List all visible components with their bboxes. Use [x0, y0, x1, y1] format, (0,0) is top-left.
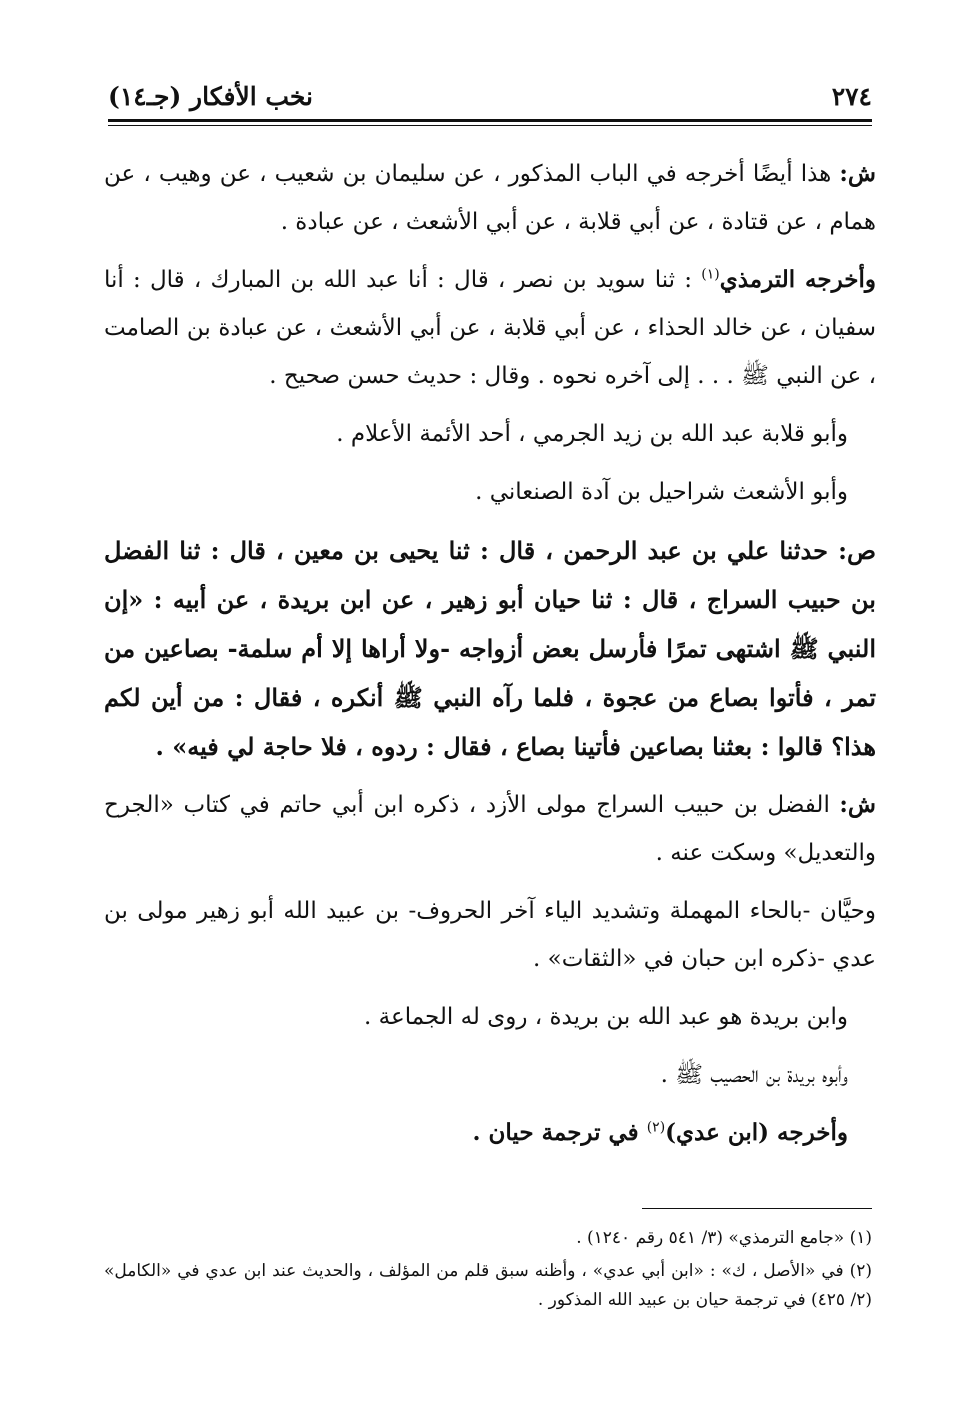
paragraph-text: وحيَّان -بالحاء المهملة وتشديد الياء آخر الحروف- بن عبيد الله أبو زهير مولى بن عدي -ذكره ابن حبان في «الثقات» . — [104, 898, 876, 972]
paragraph-text: الفضل بن حبيب السراج مولى الأزد ، ذكره ابن أبي حاتم في كتاب «الجرح والتعديل» وسكت عنه . — [104, 792, 876, 866]
paragraph-text: هذا أيضًا أخرجه في الباب المذكور ، عن سليمان بن شعيب ، عن وهيب ، عن همام ، عن قتادة ، عن أبي قلابة ، عن أبي الأشعث ، عن عبادة . — [104, 161, 876, 235]
paragraph-text: وأبوه بريدة بن الحصيب ﷺ . — [660, 1062, 848, 1088]
text-marker: ص: — [838, 536, 876, 565]
footnote-1: (١) «جامع الترمذي» (٣/ ٥٤١ رقم ١٢٤٠) . — [576, 1228, 872, 1248]
paragraph-text: وابن بريدة هو عبد الله بن بريدة ، روى له الجماعة . — [364, 1004, 848, 1030]
paragraph-commentary-2 — [104, 781, 876, 877]
paragraph-tail: في ترجمة حيان . — [472, 1119, 647, 1146]
paragraph-hadith-text — [104, 526, 876, 771]
paragraph-ibn-buraida — [104, 993, 876, 1041]
paragraph-tirmidhi — [104, 256, 876, 400]
commentary-marker: ش: — [839, 160, 876, 187]
footnote-ref-1[interactable]: (١) — [701, 266, 720, 283]
paragraph-abu-qilaba — [104, 410, 876, 458]
header-rule-thin — [108, 125, 872, 126]
page-number: ٢٧٤ — [831, 81, 872, 111]
paragraph-lead: وأخرجه (ابن عدي) — [665, 1119, 848, 1146]
paragraph-buraida — [104, 1051, 876, 1099]
paragraph-hayyan — [104, 887, 876, 983]
main-text — [104, 150, 876, 1167]
paragraph-text: حدثنا علي بن عبد الرحمن ، قال : ثنا يحيى بن معين ، قال : ثنا الفضل بن حبيب السراج ، قال : ثنا حيان أبو زهير ، عن ابن بريدة ، عن أبيه : «إن النبي ﷺ اشتهى تمرًا فأرسل بعض أزواجه -ولا أراها إلا أم سلمة- بصاعين من تمر ، فأتوا بصاع من عجوة ، فلما رآه النبي ﷺ أنكره ، فقال : من أين لكم هذا؟ قالوا : بعثنا بصاعين فأتينا بصاع ، فقال : ردوه ، فلا حاجة لي فيه» . — [104, 536, 876, 761]
footnote-2: (٢) في «الأصل ، ك» : «ابن أبي عدي» ، وأظنه سبق قلم من المؤلف ، والحديث عند ابن عدي في «الكامل» (٢/ ٤٢٥) في ترجمة حيان بن عبيد الله المذكور . — [104, 1261, 872, 1310]
running-header — [108, 76, 872, 116]
paragraph-ibn-adi — [104, 1109, 876, 1157]
footnotes — [104, 1224, 872, 1319]
paragraph-lead: وأخرجه الترمذي — [719, 266, 876, 293]
footnote-ref-2[interactable]: (٢) — [646, 1119, 666, 1136]
paragraph-text: وأبو قلابة عبد الله بن زيد الجرمي ، أحد الأئمة الأعلام . — [336, 421, 848, 447]
paragraph-text: وأبو الأشعث شراحيل بن آدة الصنعاني . — [475, 479, 848, 505]
commentary-marker: ش: — [839, 791, 876, 818]
paragraph-commentary-1 — [104, 150, 876, 246]
header-rule-thick — [108, 119, 872, 122]
book-title: نخب الأفكار (جـ١٤) — [108, 81, 314, 111]
paragraph-abu-al-ashath — [104, 468, 876, 516]
footnote-separator — [642, 1208, 872, 1209]
paragraph-text: : ثنا سويد بن نصر ، قال : أنا عبد الله بن المبارك ، قال : أنا سفيان ، عن خالد الحذاء ، عن أبي قلابة ، عن أبي الأشعث ، عن عبادة بن الصامت ، عن النبي ﷺ . . . إلى آخره نحوه . وقال : حديث حسن صحيح . — [104, 267, 876, 389]
